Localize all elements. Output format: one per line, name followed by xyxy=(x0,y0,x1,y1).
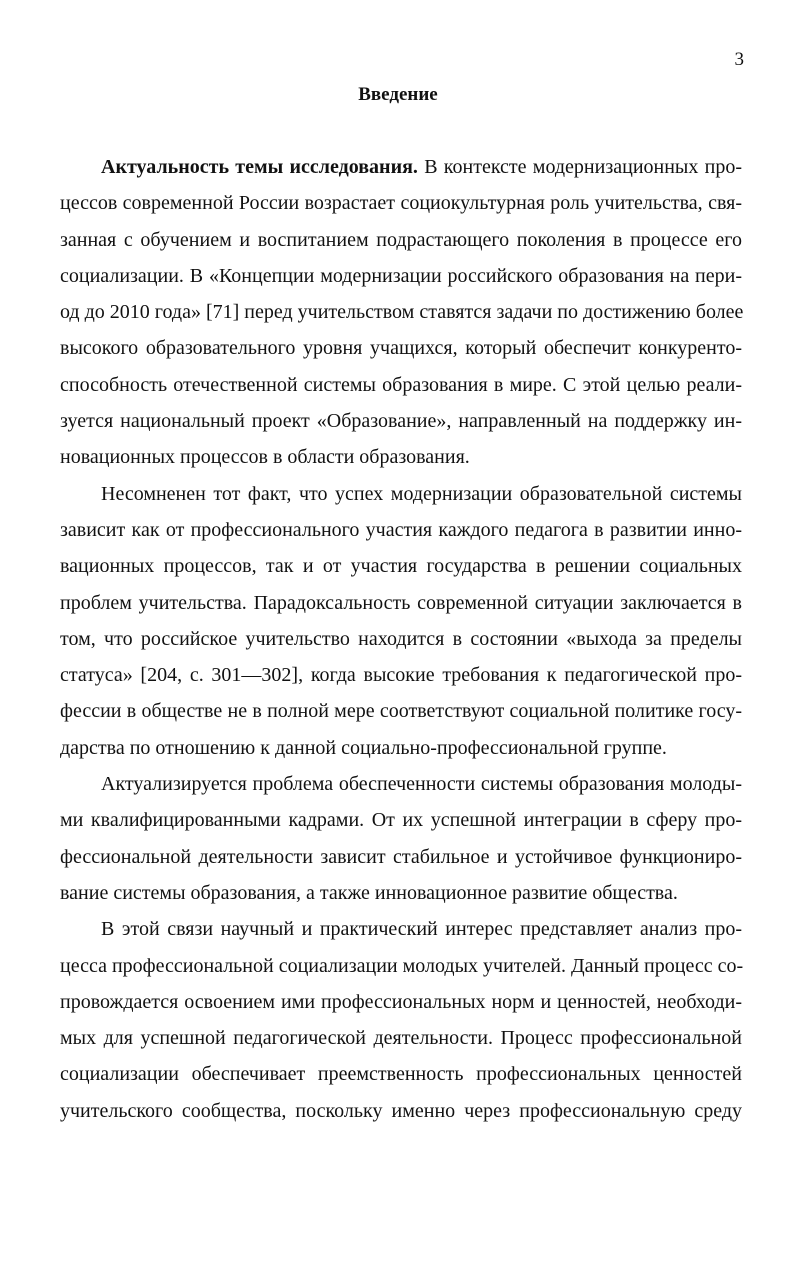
text-line: учительского сообщества, поскольку именно через профессиональную среду xyxy=(60,1099,742,1122)
text-line: вание системы образования, а также инновационное развитие общества. xyxy=(60,881,678,904)
text-line: проблем учительства. Парадоксальность современной ситуации заключается в xyxy=(60,591,742,614)
text-line: дарства по отношению к данной социально-профессиональной группе. xyxy=(60,736,667,759)
text-line: фессии в обществе не в полной мере соответствуют социальной политике госу- xyxy=(60,700,742,723)
page-number: 3 xyxy=(734,49,744,70)
text-line: провождается освоением ими профессиональных норм и ценностей, необходи- xyxy=(60,990,742,1013)
text-line: способность отечественной системы образования в мире. С этой целью реали- xyxy=(60,373,742,396)
text-line: Актуализируется проблема обеспеченности системы образования молоды- xyxy=(101,773,742,796)
text-line: социализации обеспечивает преемственность профессиональных ценностей xyxy=(60,1063,742,1086)
text-line: новационных процессов в области образования. xyxy=(60,446,470,469)
text-line: высокого образовательного уровня учащихся, который обеспечит конкуренто- xyxy=(60,337,742,360)
text-line: В этой связи научный и практический интерес представляет анализ про- xyxy=(101,918,742,941)
text-line: мых для успешной педагогической деятельности. Процесс профессиональной xyxy=(60,1027,742,1050)
text-line: цессов современной России возрастает социокультурная роль учительства, свя- xyxy=(60,192,742,215)
text-line: фессиональной деятельности зависит стабильное и устойчивое функциониро- xyxy=(60,845,742,868)
text-line: Актуальность темы исследования. В контексте модернизационных про- xyxy=(101,156,742,178)
document-body xyxy=(60,154,742,1134)
text-line: занная с обучением и воспитанием подрастающего поколения в процессе его xyxy=(60,228,742,251)
text-line: зуется национальный проект «Образование», направленный на поддержку ин- xyxy=(60,410,742,433)
text-line: том, что российское учительство находится в состоянии «выхода за пределы xyxy=(60,627,742,650)
text-line: од до 2010 года» [71] перед учительством ставятся задачи по достижению более xyxy=(60,301,744,324)
text-line: Несомненен тот факт, что успех модернизации образовательной системы xyxy=(101,482,742,505)
text-line: статуса» [204, с. 301—302], когда высокие требования к педагогической про- xyxy=(60,664,742,687)
page-title: Введение xyxy=(358,84,438,105)
text-line: цесса профессиональной социализации молодых учителей. Данный процесс со- xyxy=(60,954,744,977)
text-line: зависит как от профессионального участия каждого педагога в развитии инно- xyxy=(60,518,742,541)
text-line: социализации. В «Концепции модернизации российского образования на пери- xyxy=(60,264,742,287)
text-line: ми квалифицированными кадрами. От их успешной интеграции в сферу про- xyxy=(60,809,742,832)
paragraph-lead: Актуальность темы исследования. xyxy=(101,156,418,178)
text-line: вационных процессов, так и от участия государства в решении социальных xyxy=(60,555,742,578)
